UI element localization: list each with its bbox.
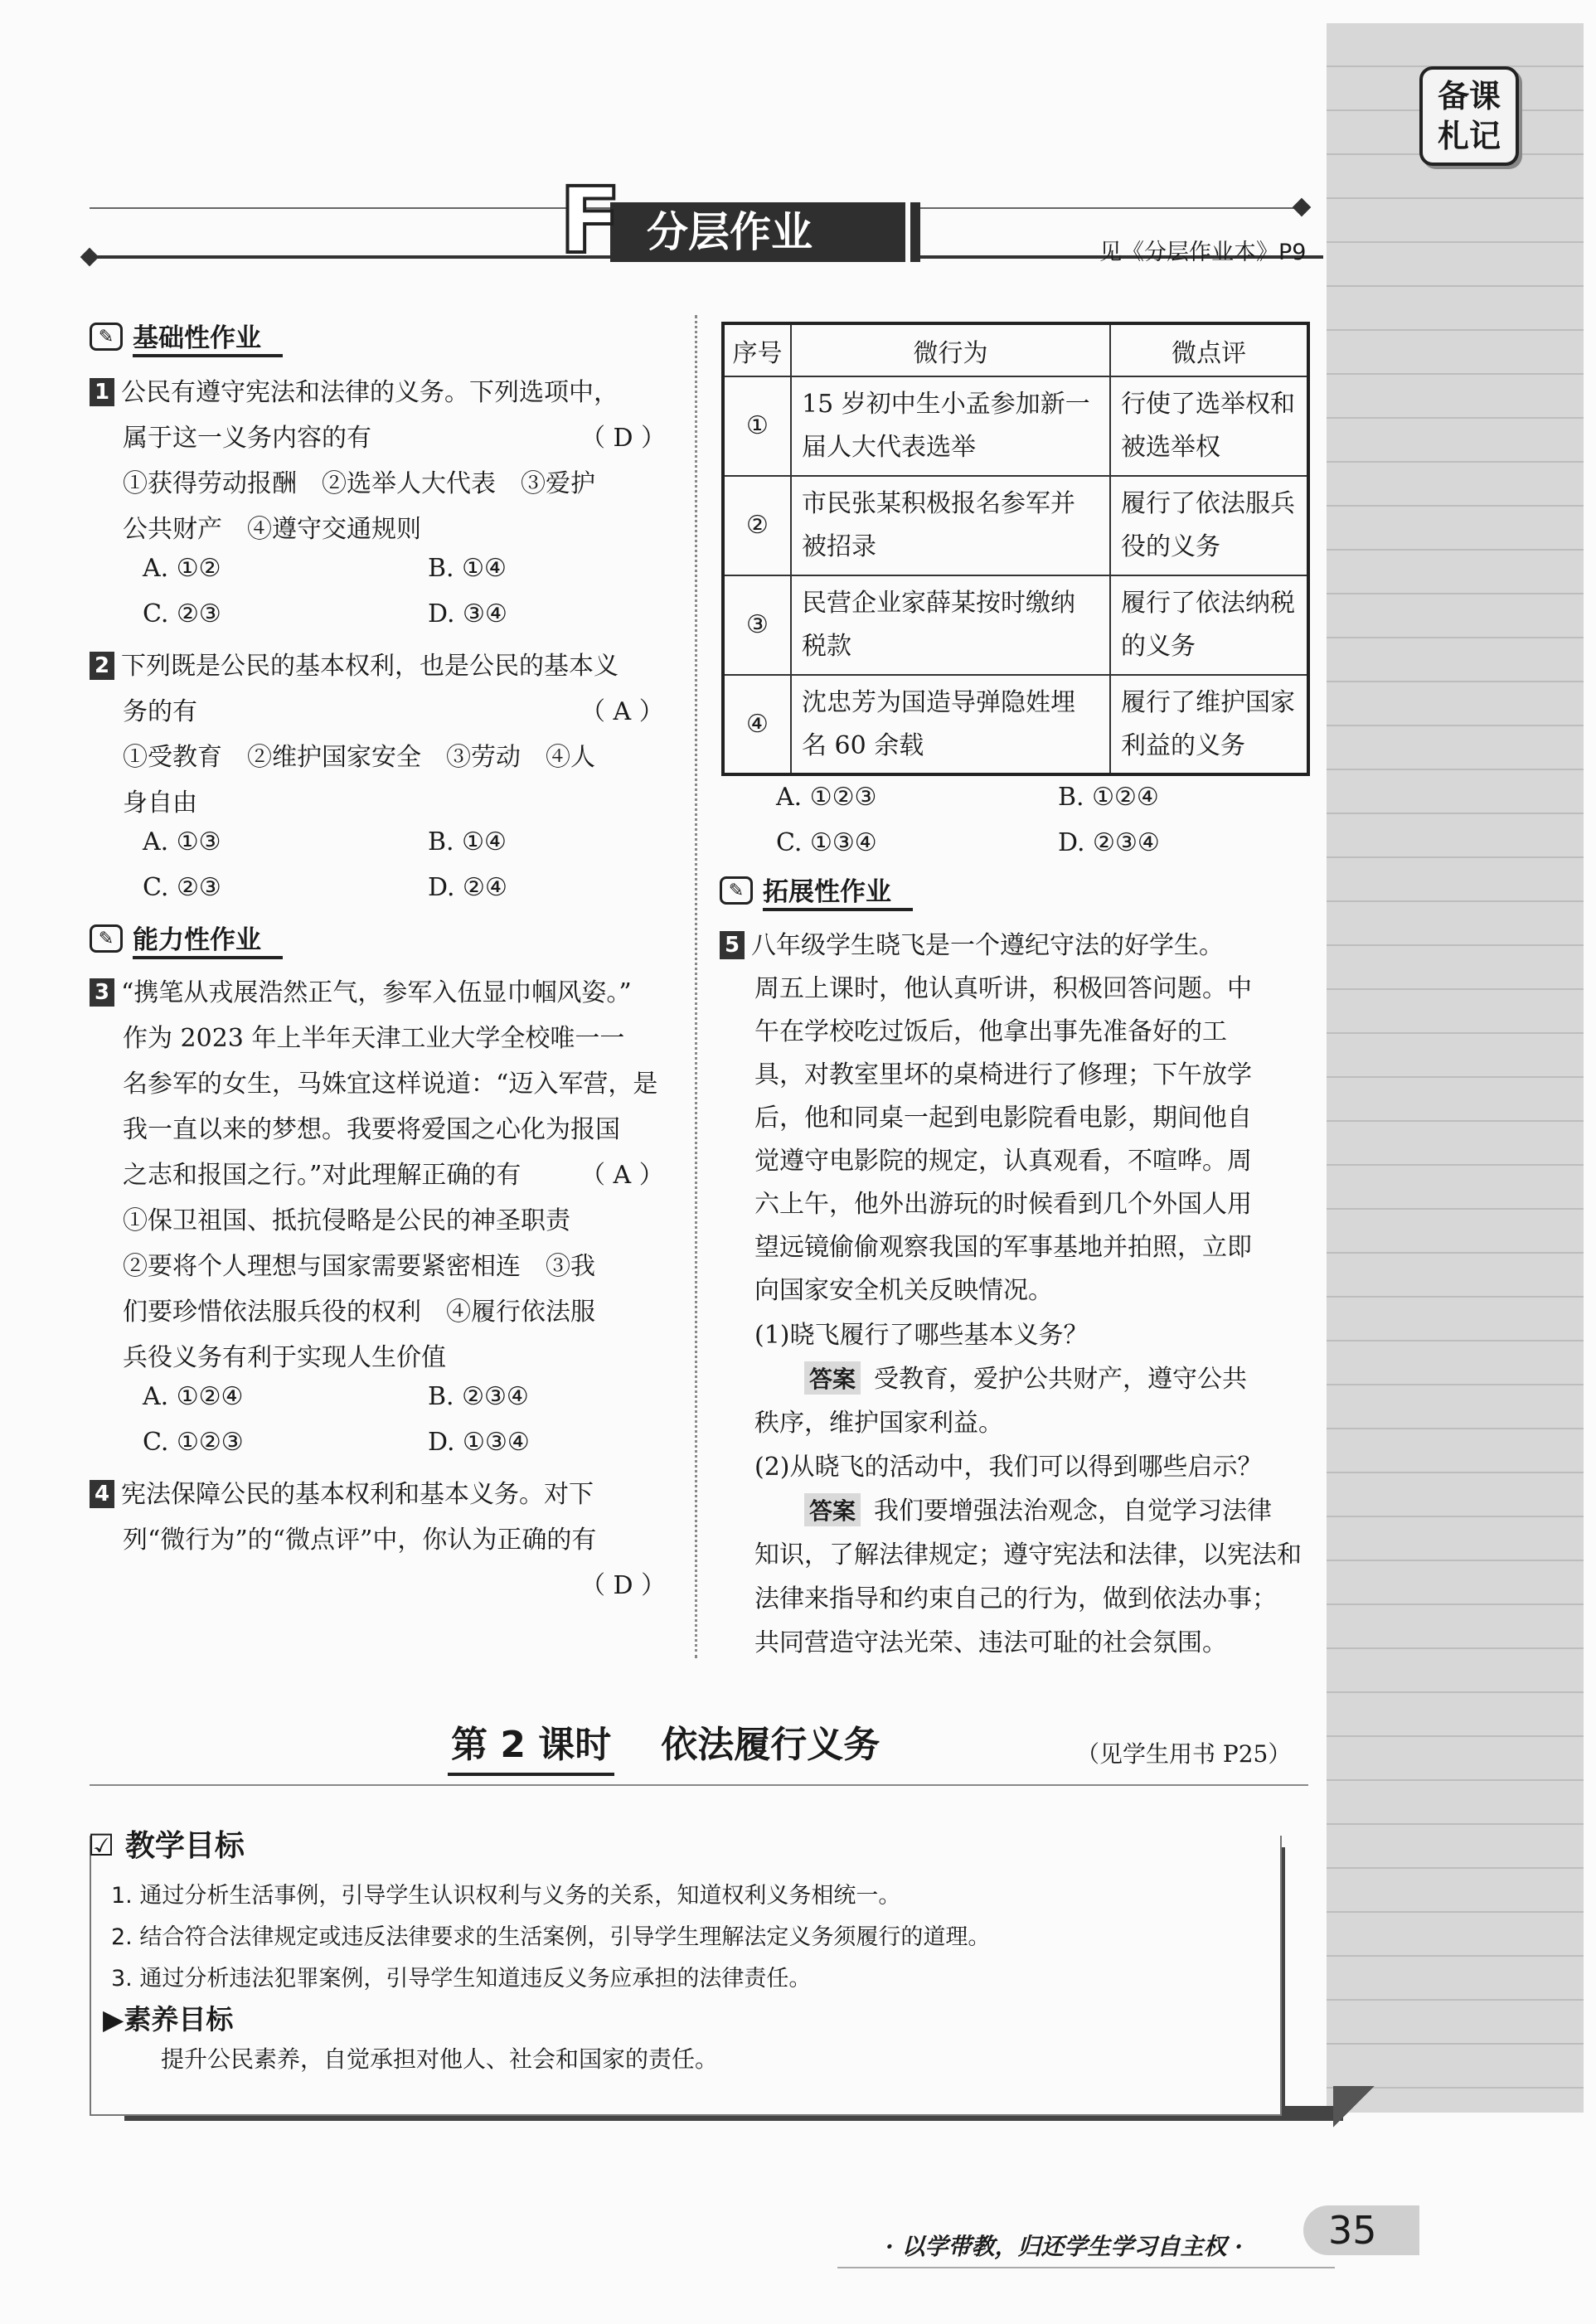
q5-line: 5 八年级学生晓飞是一个遵纪守法的好学生。 [720,924,1224,961]
q4-line: 4 宪法保障公民的基本权利和基本义务。对下 [90,1473,594,1510]
q5-line: 望远镜偷偷观察我国的军事基地并拍照，立即 [754,1233,1252,1262]
q-number: 1 [90,378,114,406]
q3-line: ②要将个人理想与国家需要紧密相连 ③我 [123,1252,595,1281]
q1-line: ①获得劳动报酬 ②选举人大代表 ③爱护 [123,469,595,498]
objective-item: 2. 结合符合法律规定或违反法律要求的生活案例，引导学生理解法定义务须履行的道理。 [111,1924,991,1950]
q5-ans1: 答案 受教育，爱护公共财产，遵守公共 [804,1358,1247,1395]
table-header: 序号 [723,323,791,376]
q2-option: A. ①③ [143,827,221,856]
table-cell-no: ② [723,476,791,575]
table-row [723,376,1308,476]
notes-strip [1327,23,1584,2113]
q5-ans2: 知识，了解法律规定；遵守宪法和法律，以宪法和 [754,1540,1302,1570]
q3-answer: （ A ） [580,1161,664,1190]
q-number: 4 [90,1480,114,1508]
q1-option: A. ①② [143,554,221,583]
pen-icon: ✎ [720,876,753,905]
notes-tab [1419,66,1519,166]
q5-ans2: 法律来指导和约束自己的行为，做到依法办事； [754,1584,1277,1613]
header-letter: F [559,167,622,274]
q2-answer: （ A ） [580,697,664,726]
q1-line: 1 公民有遵守宪法和法律的义务。下列选项中， [90,371,619,408]
q4-answer: （ D ） [580,1571,667,1600]
q4-option: D. ②③④ [1058,828,1160,857]
column-divider [695,315,697,1658]
table-cell-no: ① [723,376,791,476]
q2-line: 2 下列既是公民的基本权利，也是公民的基本义 [90,645,619,682]
table-row [723,575,1308,675]
q2-line: ①受教育 ②维护国家安全 ③劳动 ④人 [123,743,595,772]
q5-ans1: 秩序，维护国家利益。 [754,1409,1003,1438]
q2-option: C. ②③ [143,873,221,902]
check-icon: ☑ [88,1829,115,1863]
table-cell-comment: 行使了选举权和被选举权 [1110,376,1308,476]
q1-line: 属于这一义务内容的有 [123,424,371,453]
objective-item: 3. 通过分析违法犯罪案例，引导学生知道违反义务应承担的法律责任。 [111,1966,812,1992]
q5-sub1: (1)晓飞履行了哪些基本义务？ [754,1321,1089,1350]
suyang-heading: ▶素养目标 [103,2003,234,2035]
q4-option: A. ①②③ [776,783,877,812]
table-cell-no: ③ [723,575,791,675]
table-header: 微行为 [791,323,1110,376]
footer-motto: · 以学带教，归还学生学习自主权 · [885,2233,1243,2260]
q1-line: 公共财产 ④遵守交通规则 [123,515,421,544]
header-title: 分层作业 [610,202,905,262]
q5-line: 后，他和同桌一起到电影院看电影，期间他自 [754,1104,1252,1133]
table-cell-act: 民营企业家薛某按时缴纳税款 [791,575,1110,675]
answer-badge: 答案 [804,1361,861,1395]
notes-tab-char: 课 [1469,78,1501,114]
q5-line: 六上午，他外出游玩的时候看到几个外国人用 [754,1190,1252,1219]
answer-badge: 答案 [804,1493,861,1526]
objective-heading: ☑ 教学目标 [88,1829,245,1863]
q2-line: 身自由 [123,788,197,818]
header-diamond-right [1293,198,1312,217]
q1-option: C. ②③ [143,599,221,628]
q5-ans2: 答案 我们要增强法治观念，自觉学习法律 [804,1490,1272,1526]
section-ability [90,920,283,957]
page-number: 35 [1303,2205,1419,2255]
lesson-name: 依法履行义务 [661,1724,880,1766]
table-cell-no: ④ [723,675,791,774]
header-diamond-left [80,248,99,267]
q4-line: 列“微行为”的“微点评”中，你认为正确的有 [123,1526,597,1555]
lesson-rule [90,1784,1308,1786]
table-cell-comment: 履行了依法纳税的义务 [1110,575,1308,675]
q-number: 3 [90,978,114,1007]
q-number: 5 [720,931,745,959]
header-ref: 见《分层作业本》P9 [1099,240,1307,265]
lesson-label: 第 2 课时 [448,1718,614,1776]
table-cell-comment: 履行了维护国家利益的义务 [1110,675,1308,774]
lesson-ref: （见学生用书 P25） [1076,1740,1292,1768]
q2-option: B. ①④ [428,827,507,856]
q5-line: 觉遵守电影院的规定，认真观看，不喧哗。周 [754,1147,1252,1176]
q-number: 2 [90,652,114,680]
lesson-title [448,1718,880,1773]
q3-line: 3 “携笔从戎展浩然正气，参军入伍显巾帼风姿。” [90,972,632,1008]
q4-table [721,322,1310,776]
notes-tab-char: 备 [1437,78,1469,114]
q5-line: 周五上课时，他认真听讲，积极回答问题。中 [754,974,1252,1003]
pen-icon: ✎ [90,924,123,953]
header-bar-edge [905,202,920,262]
q3-line: 兵役义务有利于实现人生价值 [123,1343,446,1372]
q5-line: 午在学校吃过饭后，他拿出事先准备好的工 [754,1017,1227,1046]
suyang-text: 提升公民素养，自觉承担对他人、社会和国家的责任。 [161,2045,719,2073]
q5-line: 具，对教室里坏的桌椅进行了修理；下午放学 [754,1060,1252,1089]
table-cell-act: 沈忠芳为国造导弹隐姓埋名 60 余载 [791,675,1110,774]
notes-tab-char: 记 [1469,118,1501,154]
q4-option: C. ①③④ [776,828,877,857]
section-label: 拓展性作业 [763,871,913,911]
table-header-row [723,323,1308,376]
q1-option: D. ③④ [428,599,507,628]
objective-corner [1333,2086,1375,2128]
section-basic [90,318,283,355]
q3-line: 作为 2023 年上半年天津工业大学全校唯一一 [123,1024,625,1053]
q3-line: ①保卫祖国、抵抗侵略是公民的神圣职责 [123,1206,570,1235]
q3-option: C. ①②③ [143,1428,244,1457]
section-extend [720,872,913,909]
q3-line: 名参军的女生，马姝宜这样说道：“迈入军营，是 [123,1070,658,1099]
q5-line: 向国家安全机关反映情况。 [754,1276,1053,1305]
section-label: 基础性作业 [133,317,283,357]
footer-rule [837,2267,1335,2268]
table-cell-act: 市民张某积极报名参军并被招录 [791,476,1110,575]
q5-ans2: 共同营造守法光荣、违法可耻的社会氛围。 [754,1628,1227,1657]
table-cell-act: 15 岁初中生小孟参加新一届人大代表选举 [791,376,1110,476]
q3-option: B. ②③④ [428,1382,529,1411]
q2-line: 务的有 [123,697,197,726]
q1-answer: （ D ） [580,424,667,453]
section-label: 能力性作业 [133,919,283,959]
q3-line: 们要珍惜依法服兵役的权利 ④履行依法服 [123,1298,595,1327]
q1-option: B. ①④ [428,554,507,583]
q3-option: A. ①②④ [143,1382,244,1411]
table-header: 微点评 [1110,323,1308,376]
q3-line: 我一直以来的梦想。我要将爱国之心化为报国 [123,1115,620,1144]
table-cell-comment: 履行了依法服兵役的义务 [1110,476,1308,575]
q5-sub2: (2)从晓飞的活动中，我们可以得到哪些启示？ [754,1453,1263,1482]
notes-tab-char: 札 [1437,118,1469,154]
q3-line: 之志和报国之行。”对此理解正确的有 [123,1161,521,1190]
q2-option: D. ②④ [428,873,507,902]
q3-option: D. ①③④ [428,1428,530,1457]
table-row [723,675,1308,774]
table-row [723,476,1308,575]
q4-option: B. ①②④ [1058,783,1159,812]
triangle-icon: ▶ [103,2003,124,2035]
pen-icon: ✎ [90,323,123,351]
objective-item: 1. 通过分析生活事例，引导学生认识权利与义务的关系，知道权利义务相统一。 [111,1883,901,1909]
